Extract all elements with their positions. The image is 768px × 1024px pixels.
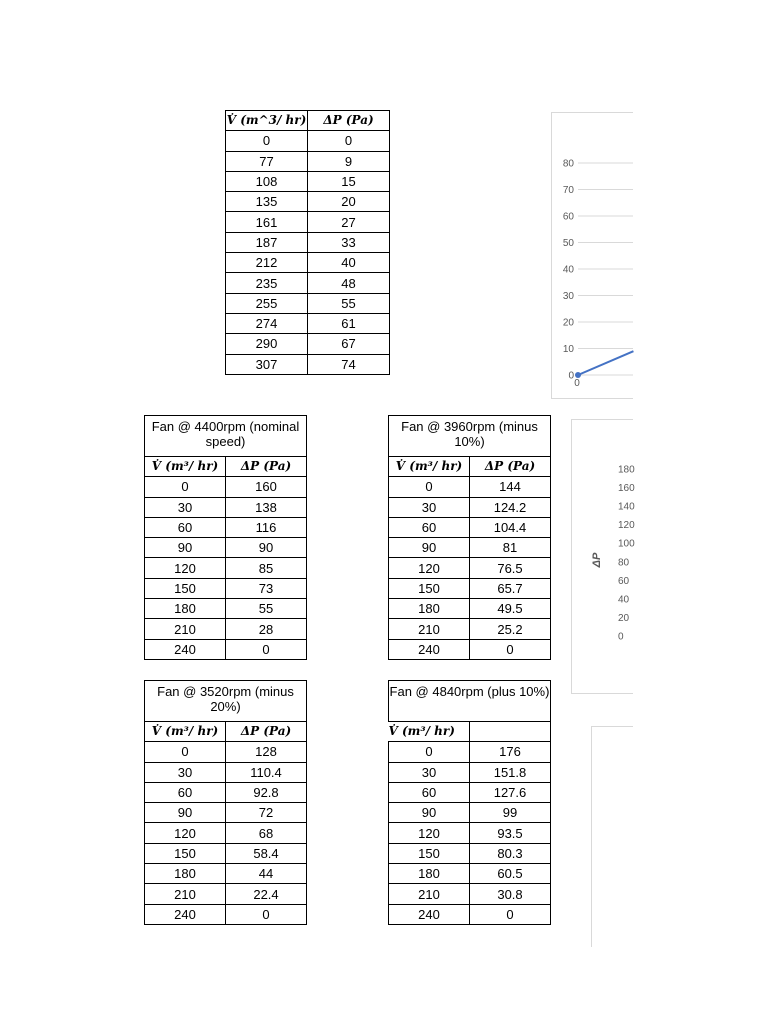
table-row <box>226 171 390 191</box>
flow-cell: 212 <box>226 253 308 273</box>
table-row <box>226 253 390 273</box>
fan-table-title: Fan @ 4840rpm (plus 10%) <box>389 681 551 722</box>
x-tick-label: 0 <box>574 378 580 389</box>
pressure-cell: 176 <box>470 742 551 762</box>
pressure-cell: 74 <box>308 354 390 374</box>
y-tick-label: 120 <box>618 520 635 532</box>
flow-column-header: V̇ (m³/ hr) <box>388 724 455 738</box>
flow-cell: 180 <box>145 864 226 884</box>
pressure-cell: 127.6 <box>470 782 551 802</box>
measured-data-table <box>225 110 390 375</box>
pressure-cell: 138 <box>226 497 307 517</box>
table-header-row <box>389 722 551 742</box>
pressure-cell: 92.8 <box>226 782 307 802</box>
flow-cell: 210 <box>389 884 470 904</box>
table-row <box>145 477 307 497</box>
table-row <box>145 782 307 802</box>
pressure-column-header: ΔP (Pa) <box>226 722 307 742</box>
fan-curves-chart[interactable] <box>571 419 633 694</box>
y-tick-label: 80 <box>618 557 630 569</box>
pressure-cell: 22.4 <box>226 884 307 904</box>
y-tick-label: 160 <box>618 483 635 495</box>
series-line <box>578 351 633 375</box>
table-row <box>389 884 551 904</box>
flow-cell: 60 <box>389 517 470 537</box>
table-row <box>226 232 390 252</box>
table-row <box>145 904 307 924</box>
pressure-cell: 15 <box>308 171 390 191</box>
flow-cell: 120 <box>389 823 470 843</box>
fan-table-4840rpm <box>388 680 551 925</box>
table-row <box>389 762 551 782</box>
table-row <box>145 803 307 823</box>
table-row <box>389 517 551 537</box>
flow-cell: 77 <box>226 151 308 171</box>
y-tick-label: 50 <box>562 238 574 249</box>
y-tick-label: 70 <box>562 185 574 196</box>
table-row <box>145 762 307 782</box>
system-curve-plot <box>552 113 633 398</box>
table-row <box>145 517 307 537</box>
table-row <box>145 578 307 598</box>
flow-column-header: V̇ (m³/ hr) <box>389 457 470 477</box>
flow-cell: 120 <box>145 558 226 578</box>
flow-cell: 240 <box>145 639 226 659</box>
pressure-cell: 61 <box>308 313 390 333</box>
pressure-cell: 60.5 <box>470 864 551 884</box>
flow-cell: 30 <box>145 762 226 782</box>
pressure-cell: 151.8 <box>470 762 551 782</box>
y-tick-label: 10 <box>562 344 574 355</box>
flow-cell: 240 <box>145 904 226 924</box>
table-row <box>226 192 390 212</box>
pressure-cell: 85 <box>226 558 307 578</box>
table-row <box>389 639 551 659</box>
flow-cell: 150 <box>389 843 470 863</box>
table-title-row <box>145 416 307 457</box>
y-tick-label: 0 <box>568 370 574 382</box>
table-row <box>145 742 307 762</box>
pressure-cell: 40 <box>308 253 390 273</box>
pressure-cell: 144 <box>470 477 551 497</box>
flow-cell: 235 <box>226 273 308 293</box>
pressure-cell: 44 <box>226 864 307 884</box>
system-curve-chart[interactable] <box>551 112 633 399</box>
flow-cell: 30 <box>389 762 470 782</box>
fan-table-title: Fan @ 3960rpm (minus 10%) <box>389 416 551 457</box>
pressure-cell: 33 <box>308 232 390 252</box>
flow-cell: 108 <box>226 171 308 191</box>
flow-cell: 187 <box>226 232 308 252</box>
y-tick-label: 20 <box>562 317 574 329</box>
table-row <box>145 538 307 558</box>
pressure-cell: 58.4 <box>226 843 307 863</box>
y-tick-label: 80 <box>562 158 574 170</box>
fan-table-title: Fan @ 3520rpm (minus 20%) <box>145 681 307 722</box>
table-header-row <box>145 722 307 742</box>
flow-column-header: V̇ (m³/ hr) <box>145 457 226 477</box>
flow-cell: 0 <box>226 131 308 151</box>
table-title-row <box>389 416 551 457</box>
third-chart[interactable] <box>591 726 633 947</box>
table-row <box>389 843 551 863</box>
data-point <box>575 372 581 378</box>
table-row <box>389 864 551 884</box>
pressure-cell: 25.2 <box>470 619 551 639</box>
table-title-row <box>389 681 551 722</box>
y-axis-title: ΔP <box>591 552 603 568</box>
flow-cell: 180 <box>145 599 226 619</box>
table-row <box>226 354 390 374</box>
pressure-column-header <box>470 722 551 742</box>
table-row <box>389 538 551 558</box>
flow-cell: 0 <box>389 742 470 762</box>
pressure-cell: 55 <box>226 599 307 619</box>
flow-cell: 90 <box>389 538 470 558</box>
flow-cell: 90 <box>145 538 226 558</box>
flow-cell: 0 <box>145 742 226 762</box>
flow-column-header: V̇ (m^3/ hr) <box>226 111 308 131</box>
y-tick-label: 30 <box>562 291 574 302</box>
flow-cell: 255 <box>226 293 308 313</box>
flow-cell: 135 <box>226 192 308 212</box>
table-row <box>145 823 307 843</box>
pressure-cell: 0 <box>226 639 307 659</box>
table-row <box>145 497 307 517</box>
flow-cell: 290 <box>226 334 308 354</box>
pressure-cell: 28 <box>226 619 307 639</box>
table-row <box>226 273 390 293</box>
flow-cell: 60 <box>145 517 226 537</box>
flow-cell: 210 <box>145 619 226 639</box>
flow-cell: 150 <box>389 578 470 598</box>
flow-cell: 150 <box>145 578 226 598</box>
pressure-cell: 160 <box>226 477 307 497</box>
table-header-row <box>226 111 390 131</box>
pressure-cell: 9 <box>308 151 390 171</box>
flow-cell: 90 <box>389 803 470 823</box>
pressure-cell: 90 <box>226 538 307 558</box>
pressure-cell: 80.3 <box>470 843 551 863</box>
table-row <box>145 619 307 639</box>
y-tick-label: 140 <box>618 501 635 513</box>
flow-cell: 240 <box>389 904 470 924</box>
fan-table-3960rpm <box>388 415 551 660</box>
flow-cell: 210 <box>145 884 226 904</box>
y-tick-label: 60 <box>562 211 574 223</box>
pressure-cell: 0 <box>470 904 551 924</box>
flow-cell: 180 <box>389 864 470 884</box>
pressure-column-header: ΔP (Pa) <box>308 111 390 131</box>
pressure-cell: 81 <box>470 538 551 558</box>
y-tick-label: 40 <box>618 594 630 606</box>
table-row <box>389 782 551 802</box>
table-row <box>226 151 390 171</box>
pressure-cell: 110.4 <box>226 762 307 782</box>
table-row <box>226 212 390 232</box>
flow-cell: 180 <box>389 599 470 619</box>
table-row <box>389 742 551 762</box>
pressure-cell: 104.4 <box>470 517 551 537</box>
fan-table-4400rpm <box>144 415 307 660</box>
pressure-cell: 68 <box>226 823 307 843</box>
table-row <box>145 884 307 904</box>
flow-cell: 60 <box>145 782 226 802</box>
pressure-cell: 93.5 <box>470 823 551 843</box>
pressure-cell: 55 <box>308 293 390 313</box>
fan-table-title: Fan @ 4400rpm (nominal speed) <box>145 416 307 457</box>
table-row <box>226 334 390 354</box>
table-row <box>145 599 307 619</box>
table-row <box>389 904 551 924</box>
flow-column-header: V̇ (m³/ hr) <box>145 722 226 742</box>
flow-cell: 90 <box>145 803 226 823</box>
table-row <box>389 619 551 639</box>
flow-cell: 210 <box>389 619 470 639</box>
pressure-cell: 73 <box>226 578 307 598</box>
pressure-cell: 30.8 <box>470 884 551 904</box>
flow-cell: 307 <box>226 354 308 374</box>
pressure-cell: 128 <box>226 742 307 762</box>
y-tick-label: 20 <box>618 612 630 624</box>
table-row <box>389 599 551 619</box>
pressure-cell: 20 <box>308 192 390 212</box>
y-tick-label: 0 <box>618 631 624 643</box>
flow-cell: 240 <box>389 639 470 659</box>
y-tick-label: 180 <box>618 464 635 476</box>
table-title-row <box>145 681 307 722</box>
flow-cell: 150 <box>145 843 226 863</box>
pressure-cell: 76.5 <box>470 558 551 578</box>
y-tick-label: 100 <box>618 538 635 550</box>
table-row <box>145 864 307 884</box>
table-row <box>389 497 551 517</box>
flow-cell: 274 <box>226 313 308 333</box>
flow-cell: 0 <box>145 477 226 497</box>
flow-cell: 161 <box>226 212 308 232</box>
flow-cell: 120 <box>389 558 470 578</box>
pressure-cell: 48 <box>308 273 390 293</box>
table-row <box>226 313 390 333</box>
pressure-cell: 0 <box>308 131 390 151</box>
pressure-column-header: ΔP (Pa) <box>470 457 551 477</box>
flow-cell: 30 <box>145 497 226 517</box>
table-row <box>145 558 307 578</box>
table-row <box>226 293 390 313</box>
y-tick-label: 40 <box>562 264 574 276</box>
table-row <box>389 823 551 843</box>
table-row <box>145 843 307 863</box>
pressure-cell: 0 <box>226 904 307 924</box>
pressure-cell: 124.2 <box>470 497 551 517</box>
flow-cell: 60 <box>389 782 470 802</box>
table-header-row <box>145 457 307 477</box>
pressure-cell: 65.7 <box>470 578 551 598</box>
pressure-cell: 99 <box>470 803 551 823</box>
pressure-cell: 0 <box>470 639 551 659</box>
pressure-cell: 27 <box>308 212 390 232</box>
pressure-cell: 67 <box>308 334 390 354</box>
y-tick-label: 60 <box>618 575 630 587</box>
table-row <box>389 578 551 598</box>
pressure-cell: 72 <box>226 803 307 823</box>
pressure-cell: 49.5 <box>470 599 551 619</box>
flow-cell: 120 <box>145 823 226 843</box>
table-row <box>389 803 551 823</box>
table-row <box>389 477 551 497</box>
table-row <box>145 639 307 659</box>
pressure-column-header: ΔP (Pa) <box>226 457 307 477</box>
table-row <box>226 131 390 151</box>
table-row <box>389 558 551 578</box>
table-header-row <box>389 457 551 477</box>
flow-cell: 0 <box>389 477 470 497</box>
pressure-cell: 116 <box>226 517 307 537</box>
flow-cell: 30 <box>389 497 470 517</box>
fan-table-3520rpm <box>144 680 307 925</box>
fan-curves-plot <box>572 420 633 693</box>
